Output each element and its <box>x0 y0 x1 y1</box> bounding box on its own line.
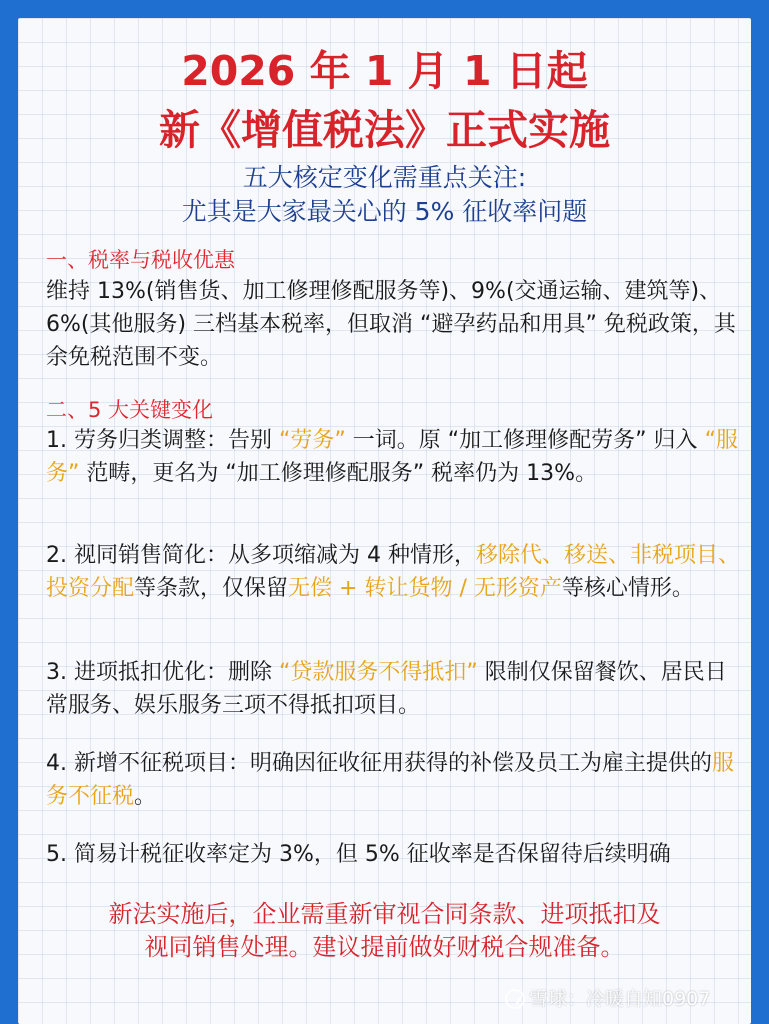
snowball-logo-icon <box>505 989 525 1009</box>
change-item-4-text-b: 。 <box>134 784 157 809</box>
change-item-3-highlight-a: “贷款服务不得抵扣” <box>278 660 478 685</box>
change-item-2-highlight-b: 无偿 + 转让货物 / 无形资产 <box>288 576 562 601</box>
change-item-1-text-a: 1. 劳务归类调整：告别 <box>46 428 279 453</box>
change-item-4 <box>46 747 746 813</box>
change-item-2-text-c: 等核心情形。 <box>561 576 694 601</box>
change-item-2-text-b: 等条款，仅保留 <box>134 576 289 601</box>
closing-line-1: 新法实施后，企业需重新审视合同条款、进项抵扣及 <box>108 900 661 928</box>
change-item-4-text-a: 4. 新增不征税项目：明确因征收征用获得的补偿及员工为雇主提供的 <box>46 751 712 776</box>
watermark <box>505 986 710 1012</box>
change-item-2-highlight-a: 移除代、移送、非税项目、投资分配 <box>46 543 740 601</box>
change-item-2 <box>46 539 746 605</box>
change-item-1-highlight-a: “劳务” <box>278 428 346 453</box>
section-1-heading: 一、税率与税收优惠 <box>46 248 235 272</box>
subtitle-line-2: 尤其是大家最关心的 5% 征收率问题 <box>181 197 588 226</box>
change-item-3-text-b: 限制仅保留餐饮、居民日常服务、娱乐服务三项不得抵扣项目。 <box>46 660 727 718</box>
title-line-1: 2026 年 1 月 1 日起 <box>181 47 588 95</box>
change-item-1-text-b: 一词。原 “加工修理修配劳务” 归入 <box>345 428 705 453</box>
change-item-3 <box>46 656 746 722</box>
change-item-3-text-a: 3. 进项抵扣优化：删除 <box>46 660 279 685</box>
closing-note <box>0 898 769 964</box>
change-item-5-text-a: 5. 简易计税征收率定为 3%，但 5% 征收率是否保留待后续明确 <box>46 842 671 867</box>
change-item-4-highlight-a: 服务不征税 <box>46 751 735 809</box>
watermark-text: 雪球：冷暖自知0907 <box>529 988 711 1010</box>
change-item-1-highlight-b: “服务” <box>46 428 738 486</box>
change-item-2-text-a: 2. 视同销售简化：从多项缩减为 4 种情形， <box>46 543 476 568</box>
title-line-2: 新《增值税法》正式实施 <box>159 106 610 154</box>
section-2-heading: 二、5 大关键变化 <box>46 398 214 422</box>
section-1-body: 维持 13%(销售货、加工修理修配服务等)、9%(交通运输、建筑等)、6%(其他服务) 三档基本税率，但取消 “避孕药品和用具” 免税政策，其余免税范围不变。 <box>46 279 736 370</box>
subtitle-line-1: 五大核定变化需重点关注: <box>242 163 527 192</box>
closing-line-2: 视同销售处理。建议提前做好财税合规准备。 <box>144 933 625 961</box>
change-item-5 <box>46 838 746 871</box>
change-item-1 <box>46 424 746 490</box>
change-item-1-text-c: 范畴，更名为 “加工修理修配服务” 税率仍为 13%。 <box>79 461 598 486</box>
